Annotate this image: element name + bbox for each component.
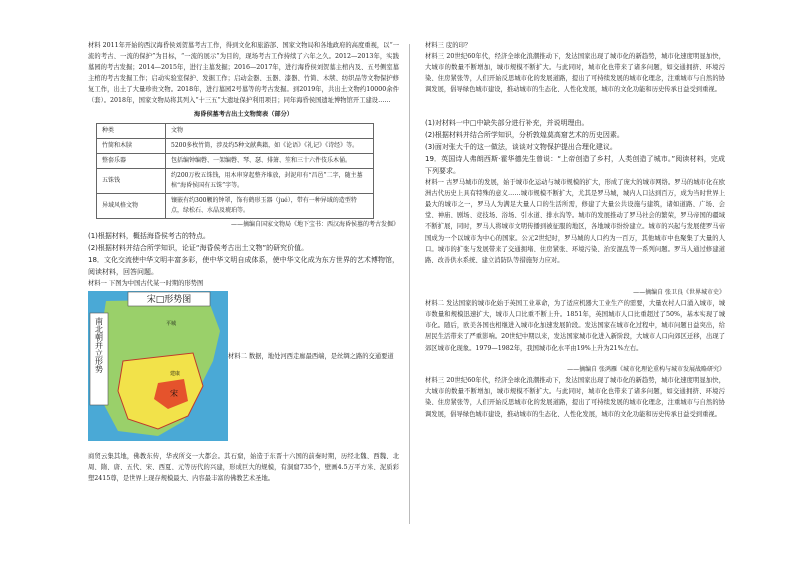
question-19: 19．英国诗人弗朗西斯·霍华德先生曾说：“上帝创造了乡村，人类创造了城市。”阅读材料，完成下列要求。: [425, 155, 725, 176]
table-row: [97, 168, 374, 193]
historical-map: [88, 291, 228, 441]
table-cell-artifact: 镶嵌有约300颗的钟罩，饰有鹤形玉器（jué），带有一种异域的造型特点，绿松石、水晶及琥珀等。: [166, 193, 374, 218]
table-cell-type: 异域风格文物: [97, 193, 166, 218]
table-cell-artifact: 5200多枚竹简，涉及约5种文献典籍，如《论语》《礼记》《诗经》等。: [166, 138, 374, 153]
left-column: [88, 40, 399, 483]
column-divider: [409, 44, 410, 524]
map-label-song: 宋: [170, 388, 178, 398]
material-3-text: 材料三 20世纪60年代，经济全球化浪潮推动下，发达国家出现了城市化的新趋势，城市化速度明显加快，大城市的数量不断增加，城市规模不断扩大。与此同时，城市化也带来了诸多问题，如交通拥挤、环境污染、住房紧张等，人们开始反思城市化的发展道路，提出了可持续发展的城市化理念，注重城市与自然的协调发展，倡导绿色城市建设，推动城市的生态化、人性化发展，城市的文化功能和历史传承日益受到重视。: [425, 53, 725, 94]
map-row: [88, 291, 399, 451]
material-19-1: 材料一 古罗马城市的发展，始于城市化运动与城市规模的扩大，形成了庞大的城市网络。罗马的城市化在欧洲古代历史上具有特殊的意义……城市规模不断扩大，尤其是罗马城，城内人口达到百万，成为当时世界上最大的城市之一，罗马人为满足大量人口的生活所需，修建了大量公共设施与建筑，诸如道路、广场、会堂、神庙、剧场、竞技场、浴场、引水道、排水沟等。城市的发展推动了罗马社会的繁荣，罗马帝国的疆域不断扩展，同时，罗马人将城市文明传播到被征服的地区，各地城市纷纷建立。城市的兴起与发展使罗马帝国成为一个以城市为中心的国家。公元2世纪时，罗马城的人口约为一百万，其他城市中也聚集了大量的人口。城市的扩张与发展带来了交通拥堵、住房紧张、环境污染、治安混乱等一系列问题。罗马人通过修建道路、改善供水系统、建立消防队等措施努力应对。: [425, 179, 725, 264]
question-18: 18．文化交流使中华文明丰富多彩，使中华文明自成体系，使中华文化成为东方世界的艺术博物馆，阅读材料，回答问题。: [88, 255, 399, 276]
map-label-jiankang: 建康: [170, 370, 181, 377]
table-header-row: [97, 123, 374, 138]
source-citation: ——摘编自国家文物局《地下宝书：西汉海昏侯墓的考古发掘》: [230, 220, 399, 228]
material-3-label: 材料三 庋的印？: [425, 42, 472, 49]
table-cell-type: 整套乐器: [97, 153, 166, 168]
table-row: [97, 138, 374, 153]
map-title: 宋□形势图: [146, 294, 192, 305]
table-cell-type: 五铢钱: [97, 168, 166, 193]
source-citation: ——摘编自 张鸿雁《城市化理论重构与城市发展战略研究》: [567, 366, 725, 374]
material-1-intro: 材料一 下图为中国古代某一时期的形势图: [88, 279, 204, 287]
map-side-label: 南北朝并立形势: [94, 316, 104, 373]
table-row: [97, 193, 374, 218]
question-1: (1)根据材料，概括海昏侯考古的特点。: [88, 231, 210, 240]
question-18-2: (2)根据材料并结合所学知识，分析敦煌莫高窟艺术的历史因素。: [425, 131, 624, 140]
table-row: [97, 153, 374, 168]
material-19-2: 材料二 发达国家的城市化始于英国工业革命，为了适应机器大工业生产的需要，大量农村人口涌入城市，城市数量和规模迅速扩大，城市人口比重不断上升。1851年，英国城市人口比重超过了50%，基本实现了城市化。随后，欧美各国也相继进入城市化加速发展阶段。发达国家在城市化过程中，城市问题日益突出，给居民生活带来了严重影响。20世纪中期以来，发达国家城市化进入新阶段，大城市人口向郊区迁移，出现了郊区城市化现象。1979—1982年，我国城市化水平由19%上升为21%左右。: [425, 300, 725, 352]
table-header-cell: 文物: [166, 123, 374, 138]
material-paragraph: 材料 2011年开始的西汉海昏侯刘贺墓考古工作，得到文化和旅游部、国家文物局和各地政府的高度重视，以“一流的考古、一流的保护”为目标，“一流的展示”为目的，现场考古工作持续了六年之久。2012—2013年，实践墓园的考古发掘；2014—2015年，进行主墓发掘；2016—2017年，进行海昏侯刘贺墓主棺内及、五号侧室墓主棺的考古发掘工作；启动实验室保护、发掘工作；启动金器、玉器、漆器、竹简、木牍、纺织品等文物保护修复工作，出土了大量珍贵文物。2018年，进行墓园2号墓等的考古发掘。到2019年，共出土文物约10000余件（套）。2018年，国家文物局将其列入“十三五”大遗址保护利用项目；同年海昏侯国遗址博物馆开工建设……: [88, 42, 399, 105]
question-18-3: (3)面对张大千的这一做法，谈谈对文物保护提出合理化建议。: [425, 143, 617, 152]
table-header-cell: 种类: [97, 123, 166, 138]
question-2: (2)根据材料并结合所学知识，论证“海昏侯考古出土文物”的研究价值。: [88, 243, 309, 252]
right-column: [425, 40, 725, 441]
material-2-continued: 商贸云集其地，佛教东传，华戎所交一大都会。其石窟，始造于东晋十六国的前秦时期，历经北魏、西魏、北周、隋、唐、五代、宋、西夏、元等历代的兴建，形成巨大的规模，有洞窟735个，壁画4.5万平方米、泥质彩塑2415尊，是世界上现存规模最大、内容最丰富的佛教艺术圣地。: [88, 452, 399, 483]
table-caption: 海昏侯墓考古出土文物简表（部分）: [194, 110, 293, 118]
table-cell-type: 竹简和木牍: [97, 138, 166, 153]
material-2-text: 材料二 数据，地处河西走廊最西端，是丝绸之路的交通要道: [228, 352, 394, 360]
question-18-1: (1)对材料一中□中缺失部分进行补充，并说明理由。: [425, 119, 589, 128]
table-cell-artifact: 包括编钟编磬、一架编磬、琴、瑟、排箫、笙和三十六件伎乐木俑。: [166, 153, 374, 168]
map-label-pingcheng: 平城: [166, 320, 177, 327]
source-citation: ——摘编自 张卫良《世界城市史》: [633, 289, 725, 297]
table-cell-artifact: 约200万枚五铢钱，用木串穿起整齐堆放，封泥印有“昌邑”二字，随主墓棺“海昏侯国有五铢”字等。: [166, 168, 374, 193]
material-19-3: 材料三 20世纪60年代，经济全球化浪潮推动下，发达国家出现了城市化的新趋势，城市化速度明显加快，大城市的数量不断增加，城市规模不断扩大。与此同时，城市化也带来了诸多问题，如交通拥挤、环境污染、住房紧张等，人们开始反思城市化的发展道路，提出了可持续发展的城市化理念，注重城市与自然的协调发展，倡导绿色城市建设，推动城市的生态化、人性化发展，城市的文化功能和历史传承日益受到重视。: [425, 377, 725, 418]
artifact-table: [96, 123, 374, 219]
